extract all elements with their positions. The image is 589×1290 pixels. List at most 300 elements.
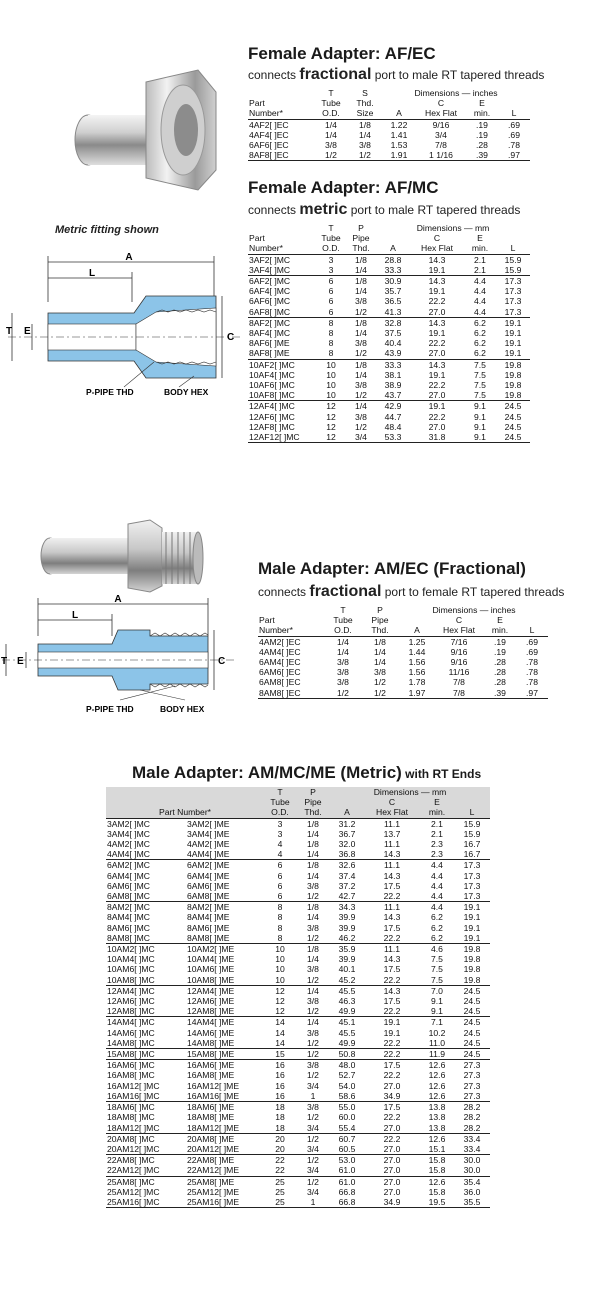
table-cell: 35.5 [454, 1197, 490, 1208]
table-cell: 12.6 [428, 1090, 446, 1101]
table-cell: 30.0 [454, 1155, 490, 1166]
table-cell: 36.5 [384, 296, 402, 307]
table-cell: 4.4 [420, 902, 454, 913]
column-header [498, 98, 530, 108]
part-number-cell: 25AM16[ ]MC [106, 1197, 186, 1208]
dim-t-label: T [6, 326, 13, 337]
table-cell: 1.56 [408, 657, 426, 668]
part-number-cell: 16AM12[ ]MC [107, 1080, 160, 1091]
table-cell: 3/8 [374, 667, 386, 678]
part-number-cell: 25AM8[ ]ME [186, 1176, 264, 1187]
part-number-cell: 8AM8[ ]ME [187, 932, 230, 943]
table-row [106, 1091, 490, 1102]
table-cell: .19 [494, 636, 506, 647]
column-header: E [420, 797, 454, 807]
table-cell: 18 [275, 1112, 285, 1123]
table-cell: 4.4 [431, 870, 443, 881]
table-cell: 39.9 [338, 954, 356, 965]
part-number-cell: 4AF4[ ]EC [249, 129, 289, 140]
table-row [106, 818, 490, 829]
table-cell: 7/16 [450, 636, 468, 647]
part-number-cell: 6AM4[ ]ME [187, 870, 230, 881]
table-row [106, 849, 490, 860]
af-mc-table [248, 223, 530, 443]
part-number-cell: 16AM6[ ]ME [186, 1060, 264, 1071]
table-cell: 1/2 [296, 1176, 330, 1187]
table-cell: 28.2 [454, 1102, 490, 1113]
table-cell: .28 [494, 677, 506, 688]
part-number-cell: 12AM6[ ]MC [107, 996, 155, 1007]
column-header: Part [249, 98, 265, 109]
table-cell: 53.3 [376, 432, 410, 443]
dim-l-label: L [71, 610, 79, 621]
table-cell: 20 [264, 1133, 296, 1144]
table-cell: 14.3 [410, 317, 464, 328]
column-header: P [296, 787, 330, 797]
table-cell: 1/2 [307, 1006, 319, 1017]
table-cell: 27.0 [364, 1155, 420, 1166]
table-cell: 27.0 [383, 1143, 401, 1154]
table-cell: 55.0 [330, 1102, 364, 1113]
part-number-cell: 8AF8[ ]ME [249, 348, 290, 359]
pipe-thd-label: P-PIPE THD [86, 387, 134, 397]
table-cell: 33.4 [463, 1143, 481, 1154]
table-cell: 15.8 [428, 1186, 446, 1197]
table-cell: 1/8 [359, 119, 371, 130]
table-cell: 1/4 [374, 646, 386, 657]
table-cell: 3/4 [307, 1122, 319, 1133]
table-cell: 46.3 [338, 996, 356, 1007]
table-cell: 3/8 [307, 880, 319, 891]
table-cell: 3/4 [307, 1080, 319, 1091]
table-cell: 31.2 [338, 818, 356, 829]
table-cell: 12 [316, 401, 346, 412]
table-cell: 3/4 [307, 1186, 319, 1197]
part-number-cell: 3AF2[ ]MC [249, 254, 291, 265]
table-cell: 46.2 [338, 932, 356, 943]
table-cell: 19.1 [383, 1027, 401, 1038]
part-number-cell: 4AM4[ ]ME [187, 849, 230, 860]
table-cell: 31.8 [410, 432, 464, 443]
table-cell: 3/8 [296, 1102, 330, 1113]
part-number-cell: 16AM16[ ]ME [187, 1090, 240, 1101]
table-row [248, 130, 530, 140]
table-row [258, 636, 548, 647]
dimensions-header: Dimensions — mm [416, 223, 490, 233]
table-cell: 3/8 [355, 411, 367, 422]
table-cell: 14 [275, 1037, 285, 1048]
table-cell: 1/2 [355, 306, 367, 317]
table-cell: 7/8 [434, 688, 484, 699]
column-header [248, 88, 314, 98]
table-row [106, 1102, 490, 1113]
table-cell: 4 [277, 849, 283, 860]
table-cell: 8 [277, 932, 283, 943]
table-cell: 4.4 [431, 891, 443, 902]
table-row [106, 891, 490, 902]
table-cell: 24.5 [454, 985, 490, 996]
af-ec-subtitle: connects fractional port to male RT tapered threads [248, 66, 545, 83]
table-cell: 2.1 [431, 828, 443, 839]
table-cell: 9/16 [432, 119, 450, 130]
part-number-cell: 3AM4[ ]ME [187, 828, 230, 839]
table-cell: 27.3 [454, 1060, 490, 1071]
table-cell: 8 [264, 902, 296, 913]
table-cell: 12.6 [420, 1060, 454, 1071]
table-cell: 6 [328, 306, 334, 317]
table-cell: 6 [328, 296, 334, 307]
table-cell: 14 [264, 1017, 296, 1028]
table-cell: 15.9 [504, 254, 522, 265]
column-header: A [400, 625, 434, 636]
column-header: L [496, 243, 530, 254]
part-number-cell: 8AM6[ ]ME [187, 922, 230, 933]
column-header [248, 223, 316, 233]
column-header: A [382, 108, 416, 119]
part-number-cell: 4AM4[ ]MC [107, 849, 150, 860]
column-header [382, 98, 416, 108]
part-number-cell: 4AF2[ ]EC [249, 119, 289, 130]
part-number-cell: 22AM8[ ]ME [186, 1155, 264, 1166]
table-row [248, 317, 530, 328]
table-cell: 1/4 [307, 828, 319, 839]
table-cell: 9/16 [450, 646, 468, 657]
table-cell: 1 1/16 [416, 150, 466, 161]
table-row [106, 1155, 490, 1166]
part-number-cell: 25AM12[ ]MC [107, 1186, 160, 1197]
table-cell: 66.8 [338, 1186, 356, 1197]
table-cell: 12.6 [428, 1080, 446, 1091]
column-header: T [264, 787, 296, 797]
table-row [248, 380, 530, 390]
table-cell: 1/8 [296, 944, 330, 955]
table-cell: 1/4 [355, 328, 367, 339]
pipe-thd-label: P-PIPE THD [86, 704, 134, 714]
table-row [106, 1123, 490, 1134]
table-row [106, 1060, 490, 1071]
column-header: P [377, 605, 383, 615]
column-header: Size [348, 108, 382, 119]
table-cell: 39.9 [338, 922, 356, 933]
table-cell: 2.1 [474, 264, 486, 275]
table-cell: 12.6 [428, 1070, 446, 1081]
table-cell: 3/8 [325, 140, 337, 151]
table-row [106, 1028, 490, 1038]
column-header: O.D. [316, 243, 346, 254]
table-cell: 14.3 [383, 849, 401, 860]
part-number-cell: 6AM4[ ]EC [259, 657, 301, 668]
table-cell: 7/8 [435, 140, 447, 151]
table-cell: 27.3 [463, 1070, 481, 1081]
table-cell: .78 [526, 677, 538, 688]
dim-e-label: E [17, 656, 24, 667]
table-cell: 14.3 [410, 359, 464, 370]
table-cell: 1/4 [296, 1017, 330, 1028]
table-row [106, 954, 490, 964]
table-cell: 9.1 [474, 421, 486, 432]
table-cell: 15 [264, 1049, 296, 1060]
column-header: Part Number* [106, 807, 264, 818]
part-number-cell: 18AM12[ ]ME [187, 1122, 240, 1133]
table-cell: 19.1 [504, 338, 522, 349]
column-header: S [362, 88, 368, 98]
table-row [106, 1081, 490, 1091]
table-cell: 10 [316, 359, 346, 370]
part-number-cell: 4AM2[ ]ME [187, 839, 230, 850]
table-cell: 1.41 [390, 129, 408, 140]
table-cell: 24.5 [496, 401, 530, 412]
table-cell: 27.0 [428, 390, 446, 401]
part-number-cell: 8AM8[ ]EC [258, 688, 326, 699]
table-row [248, 286, 530, 296]
table-cell: 25 [275, 1186, 285, 1197]
table-row [106, 1197, 490, 1208]
table-cell: 3/8 [307, 996, 319, 1007]
table-cell: .28 [494, 667, 506, 678]
table-cell: 3 [277, 828, 283, 839]
table-cell: 6.2 [431, 912, 443, 923]
table-cell: 4.4 [420, 860, 454, 871]
table-cell: 12 [275, 1006, 285, 1017]
table-cell: 22.2 [428, 296, 446, 307]
table-row [248, 254, 530, 265]
part-number-cell: 14AM4[ ]ME [186, 1017, 264, 1028]
table-row [248, 432, 530, 443]
table-cell: 16.7 [463, 849, 481, 860]
table-cell: 36.8 [338, 849, 356, 860]
part-number-cell: 3AM4[ ]MC [107, 828, 150, 839]
table-cell: .69 [526, 646, 538, 657]
af-ec-title: Female Adapter: AF/EC [248, 44, 436, 63]
table-cell: 27.0 [428, 348, 446, 359]
part-number-cell: 8AM4[ ]MC [107, 912, 150, 923]
dimensions-header: Dimensions — inches [414, 88, 498, 98]
column-header [186, 787, 264, 797]
part-number-cell: 22AM8[ ]MC [106, 1155, 186, 1166]
column-header: C [437, 98, 445, 109]
table-cell: 1/4 [325, 129, 337, 140]
table-cell: 3/8 [307, 964, 319, 975]
table-cell: 17.3 [496, 276, 530, 287]
part-number-cell: 16AM8[ ]MC [107, 1070, 155, 1081]
table-cell: 16.7 [463, 839, 481, 850]
table-cell: .28 [494, 657, 506, 668]
table-cell: 1.91 [382, 150, 416, 161]
table-cell: 4.6 [420, 944, 454, 955]
table-cell: 27.0 [383, 1122, 401, 1133]
column-header: T [328, 223, 334, 233]
column-header [106, 787, 186, 797]
table-cell: 37.4 [338, 870, 356, 881]
table-row [106, 871, 490, 881]
table-row [106, 1049, 490, 1060]
table-cell: 32.8 [376, 317, 410, 328]
column-header: O.D. [314, 108, 348, 119]
table-cell: 3/4 [346, 432, 376, 443]
table-cell: 1/8 [346, 276, 376, 287]
part-number-cell: 18AM8[ ]ME [187, 1112, 235, 1123]
table-cell: 24.5 [463, 1027, 481, 1038]
part-number-cell: 12AM8[ ]ME [187, 1006, 235, 1017]
table-cell: 22.2 [428, 338, 446, 349]
table-cell: .97 [498, 150, 530, 161]
table-cell: 1/8 [374, 636, 386, 647]
column-header: A [330, 807, 364, 818]
part-number-cell: 4AM2[ ]EC [259, 636, 301, 647]
table-row [248, 265, 530, 276]
column-header: min. [484, 625, 516, 636]
table-row [106, 902, 490, 913]
table-cell: 54.0 [338, 1080, 356, 1091]
table-cell: 15.1 [428, 1143, 446, 1154]
table-cell: 1/4 [346, 401, 376, 412]
table-cell: 6 [316, 276, 346, 287]
table-cell: 33.3 [376, 359, 410, 370]
table-cell: 1/2 [307, 1112, 319, 1123]
column-header: L [498, 108, 530, 119]
table-cell: 19.8 [504, 369, 522, 380]
table-row [248, 390, 530, 401]
table-cell: 4.4 [474, 296, 486, 307]
table-cell: 19.1 [428, 286, 446, 297]
table-cell: 36.7 [338, 828, 356, 839]
table-cell: 3/4 [307, 1165, 319, 1176]
table-cell: 19.1 [428, 328, 446, 339]
table-cell: 14 [275, 1027, 285, 1038]
table-cell: 17.5 [383, 922, 401, 933]
table-cell: 19.5 [420, 1197, 454, 1208]
part-number-cell: 6AM4[ ]MC [107, 870, 150, 881]
table-cell: 1/2 [307, 1037, 319, 1048]
table-cell: 15.9 [463, 818, 481, 829]
table-cell: 1/8 [307, 818, 319, 829]
table-cell: 34.9 [364, 1197, 420, 1208]
table-cell: 1/2 [296, 1133, 330, 1144]
table-cell: 1.22 [390, 119, 408, 130]
table-cell: 9.1 [464, 401, 496, 412]
column-header: Thd. [356, 98, 374, 109]
column-header [400, 615, 434, 625]
table-cell: 19.1 [428, 264, 446, 275]
table-cell: 60.5 [338, 1143, 356, 1154]
part-number-cell: 18AM6[ ]ME [186, 1102, 264, 1113]
table-row [248, 338, 530, 348]
table-row [106, 996, 490, 1006]
part-number-cell: 12AF6[ ]MC [249, 411, 295, 422]
dimensions-header: Dimensions — mm [330, 787, 490, 797]
table-cell: 1/2 [355, 348, 367, 359]
column-header: T [340, 605, 346, 615]
part-number-cell: 8AM2[ ]ME [186, 902, 264, 913]
column-header [330, 797, 364, 807]
table-cell: 38.1 [384, 369, 402, 380]
table-cell: .39 [466, 150, 498, 161]
table-cell: 19.1 [504, 328, 522, 339]
am-ec-subtitle: connects fractional port to female RT tapered threads [258, 583, 565, 600]
part-number-cell: 12AF12[ ]MC [248, 432, 316, 443]
table-cell: 1/8 [346, 317, 376, 328]
part-number-cell: 16AM6[ ]MC [106, 1060, 186, 1071]
table-cell: 13.8 [420, 1102, 454, 1113]
part-number-cell: 20AM8[ ]MC [106, 1133, 186, 1144]
table-cell: 19.8 [463, 964, 481, 975]
table-cell: 22.2 [428, 380, 446, 391]
table-row [106, 1006, 490, 1017]
part-number-cell: 25AM8[ ]MC [106, 1176, 186, 1187]
table-cell: 11.1 [383, 839, 401, 850]
table-row [106, 933, 490, 944]
table-cell: 7.5 [431, 954, 443, 965]
table-cell: 33.3 [384, 264, 402, 275]
table-cell: 22.2 [383, 932, 401, 943]
table-cell: 1/2 [307, 1070, 319, 1081]
table-cell: 24.5 [454, 1049, 490, 1060]
table-cell: 17.3 [504, 296, 522, 307]
table-cell: 48.0 [330, 1060, 364, 1071]
column-header: O.D. [326, 625, 360, 636]
table-cell: 7.5 [464, 359, 496, 370]
table-cell: 17.5 [383, 880, 401, 891]
table-cell: 6.2 [474, 328, 486, 339]
table-cell: .97 [516, 688, 548, 699]
part-number-cell: 8AF2[ ]MC [248, 317, 316, 328]
part-number-cell: 12AM4[ ]ME [186, 985, 264, 996]
table-cell: 45.5 [338, 1027, 356, 1038]
table-cell: 11.0 [428, 1037, 446, 1048]
part-number-cell: 12AM8[ ]MC [107, 1006, 155, 1017]
table-cell: 27.0 [428, 421, 446, 432]
table-cell: 1.56 [408, 667, 426, 678]
table-cell: 17.3 [504, 286, 522, 297]
table-row [106, 829, 490, 839]
table-cell: 1 [296, 1197, 330, 1208]
table-cell: 61.0 [338, 1165, 356, 1176]
table-cell: 6.2 [431, 932, 443, 943]
table-cell: 14.3 [428, 254, 446, 265]
column-header [258, 605, 326, 615]
table-cell: 33.4 [454, 1133, 490, 1144]
table-cell: 9.1 [431, 1006, 443, 1017]
table-cell: 3/8 [337, 677, 349, 688]
dim-a-label: A [125, 252, 133, 263]
table-cell: 20 [275, 1143, 285, 1154]
body-hex-label: BODY HEX [160, 704, 205, 714]
table-cell: 1/8 [296, 860, 330, 871]
table-cell: .28 [476, 140, 488, 151]
table-row [106, 964, 490, 974]
table-cell: 35.9 [330, 944, 364, 955]
table-cell: 58.6 [338, 1090, 356, 1101]
table-cell: 3/4 [307, 1143, 319, 1154]
table-cell: 6 [277, 891, 283, 902]
table-cell: 61.0 [330, 1176, 364, 1187]
part-number-cell: 6AM8[ ]ME [187, 891, 230, 902]
table-cell: 50.8 [330, 1049, 364, 1060]
part-number-cell: 3AF4[ ]MC [249, 264, 291, 275]
part-number-cell: 15AM8[ ]MC [106, 1049, 186, 1060]
table-cell: 27.3 [463, 1090, 481, 1101]
table-cell: 6.2 [474, 338, 486, 349]
column-header: Part [249, 233, 265, 244]
table-cell: 42.9 [376, 401, 410, 412]
table-cell: 8 [328, 328, 334, 339]
table-cell: 19.1 [410, 401, 464, 412]
table-row [248, 328, 530, 338]
table-cell: 40.1 [338, 964, 356, 975]
table-cell: 1/8 [296, 902, 330, 913]
table-cell: 14.3 [383, 954, 401, 965]
part-number-cell: 12AF4[ ]MC [248, 401, 316, 412]
